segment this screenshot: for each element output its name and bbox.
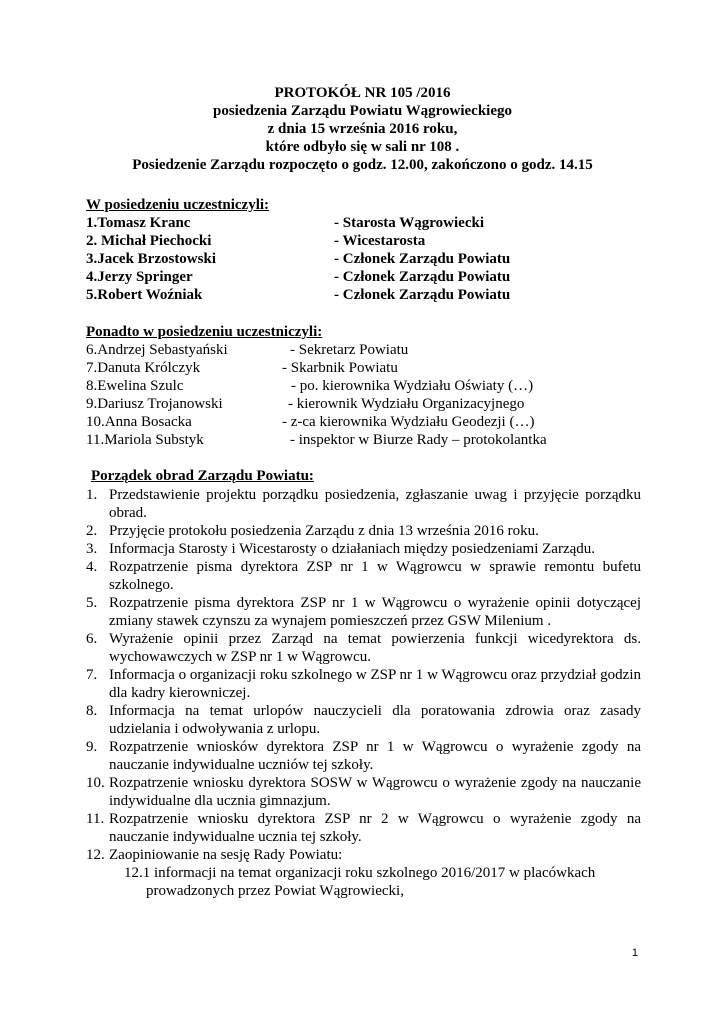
participant-role: - Członek Zarządu Powiatu <box>334 251 511 267</box>
agenda-item-text: Rozpatrzenie wniosków dyrektora ZSP nr 1 w Wągrowcu o wyrażenie zgody na nauczanie indywidualne uczniów tej szkoły. <box>109 739 641 773</box>
other-participant-row <box>86 341 666 359</box>
participant-name: 3.Jacek Brzostowski <box>86 251 216 267</box>
agenda-item-text: Przedstawienie projektu porządku posiedzenia, zgłaszanie uwag i przyjęcie porządku obrad. <box>109 487 641 521</box>
protocol-header <box>60 84 665 174</box>
agenda-item <box>86 774 641 810</box>
agenda-section <box>86 467 666 900</box>
agenda-item-number: 10. <box>86 775 105 791</box>
agenda-item <box>86 846 641 864</box>
agenda-item <box>86 810 641 846</box>
other-participant-name: 10.Anna Bosacka <box>86 414 192 430</box>
other-participant-name: 6.Andrzej Sebastyański <box>86 342 228 358</box>
protocol-time: Posiedzenie Zarządu rozpoczęto o godz. 12.00, zakończono o godz. 14.15 <box>132 157 593 173</box>
other-participant-row <box>86 395 666 413</box>
protocol-date: z dnia 15 września 2016 roku, <box>267 121 458 137</box>
agenda-item <box>86 522 641 540</box>
other-participant-name: 9.Dariusz Trojanowski <box>86 396 223 412</box>
other-participant-role: - po. kierownika Wydziału Oświaty (…) <box>291 378 534 394</box>
agenda-item-number: 8. <box>86 703 98 719</box>
other-participant-role: - Skarbnik Powiatu <box>282 360 398 376</box>
agenda-item-number: 6. <box>86 631 98 647</box>
agenda-item-text: Zaopiniowanie na sesję Rady Powiatu: <box>109 847 343 863</box>
other-participants-section <box>86 323 666 449</box>
agenda-item-text: Informacja na temat urlopów nauczycieli dla poratowania zdrowia oraz zasady udzielania i odwoływania z urlopu. <box>109 703 641 737</box>
agenda-item <box>86 630 641 666</box>
agenda-item <box>86 666 641 702</box>
other-participant-row <box>86 359 666 377</box>
participant-name: 1.Tomasz Kranc <box>86 215 191 231</box>
protocol-subtitle: posiedzenia Zarządu Powiatu Wągrowieckiego <box>212 103 513 119</box>
agenda-item <box>86 594 641 630</box>
participant-row <box>86 286 666 304</box>
other-participant-role: - z-ca kierownika Wydziału Geodezji (…) <box>282 414 535 430</box>
participant-role: - Wicestarosta <box>334 233 426 249</box>
participant-row <box>86 232 666 250</box>
agenda-item <box>86 702 641 738</box>
agenda-item-number: 5. <box>86 595 98 611</box>
protocol-title: PROTOKÓŁ NR 105 /2016 <box>274 85 451 101</box>
agenda-item <box>86 486 641 522</box>
agenda-item-text: Informacja o organizacji roku szkolnego w ZSP nr 1 w Wągrowcu oraz przydział godzin dla kadry kierowniczej. <box>109 667 641 701</box>
agenda-item-number: 12. <box>86 847 105 863</box>
other-participant-row <box>86 431 666 449</box>
agenda-item-number: 9. <box>86 739 98 755</box>
other-participant-name: 11.Mariola Substyk <box>86 432 204 448</box>
participants-title: W posiedzeniu uczestniczyli: <box>86 197 270 213</box>
participant-role: - Starosta Wągrowiecki <box>334 215 484 231</box>
participant-role: - Członek Zarządu Powiatu <box>334 269 511 285</box>
agenda-item-number: 4. <box>86 559 98 575</box>
agenda-item-text: Rozpatrzenie wniosku dyrektora ZSP nr 2 w Wągrowcu o wyrażenie zgody na nauczanie indywidualne ucznia tej szkoły. <box>109 811 641 845</box>
agenda-item <box>86 738 641 774</box>
agenda-item-number: 1. <box>86 487 98 503</box>
agenda-item-text: Rozpatrzenie pisma dyrektora ZSP nr 1 w Wągrowcu o wyrażenie opinii dotyczącej zmiany stawek czynszu za wynajem pomieszczeń przez GSW Milenium . <box>109 595 641 629</box>
participant-row <box>86 250 666 268</box>
participant-name: 4.Jerzy Springer <box>86 269 193 285</box>
other-participant-row <box>86 413 666 431</box>
other-participant-name: 7.Danuta Królczyk <box>86 360 201 376</box>
protocol-location: które odbyło się w sali nr 108 . <box>265 139 460 155</box>
other-participant-role: - Sekretarz Powiatu <box>290 342 409 358</box>
agenda-item-text: Wyrażenie opinii przez Zarząd na temat powierzenia funkcji wicedyrektora ds. wychowawczych w ZSP nr 1 w Wągrowcu. <box>109 631 641 665</box>
agenda-title: Porządek obrad Zarządu Powiatu: <box>91 468 314 484</box>
participant-name: 5.Robert Woźniak <box>86 287 203 303</box>
page-number: 1 <box>631 947 638 959</box>
agenda-item <box>86 540 641 558</box>
agenda-item-number: 11. <box>86 811 105 827</box>
agenda-item-number: 2. <box>86 523 98 539</box>
agenda-item-text: Przyjęcie protokołu posiedzenia Zarządu z dnia 13 września 2016 roku. <box>109 523 539 539</box>
agenda-item-number: 7. <box>86 667 98 683</box>
agenda-item-text: Rozpatrzenie pisma dyrektora ZSP nr 1 w Wągrowcu w sprawie remontu bufetu szkolnego. <box>109 559 641 593</box>
participant-row <box>86 214 666 232</box>
other-participant-row <box>86 377 666 395</box>
other-participants-title: Ponadto w posiedzeniu uczestniczyli: <box>86 324 323 340</box>
agenda-subitem: 12.1 informacji na temat organizacji roku szkolnego 2016/2017 w placówkach prowadzonych przez Powiat Wągrowiecki, <box>124 865 596 899</box>
agenda-item-text: Rozpatrzenie wniosku dyrektora SOSW w Wągrowcu o wyrażenie zgody na nauczanie indywidualne dla ucznia gimnazjum. <box>109 775 641 809</box>
agenda-item <box>86 558 641 594</box>
participants-section <box>86 196 666 304</box>
agenda-item-number: 3. <box>86 541 98 557</box>
participant-name: 2. Michał Piechocki <box>86 233 212 249</box>
participant-role: - Członek Zarządu Powiatu <box>334 287 511 303</box>
participant-row <box>86 268 666 286</box>
agenda-item-text: Informacja Starosty i Wicestarosty o działaniach między posiedzeniami Zarządu. <box>109 541 596 557</box>
other-participant-role: - inspektor w Biurze Rady – protokolantka <box>290 432 547 448</box>
other-participant-name: 8.Ewelina Szulc <box>86 378 184 394</box>
other-participant-role: - kierownik Wydziału Organizacyjnego <box>288 396 525 412</box>
